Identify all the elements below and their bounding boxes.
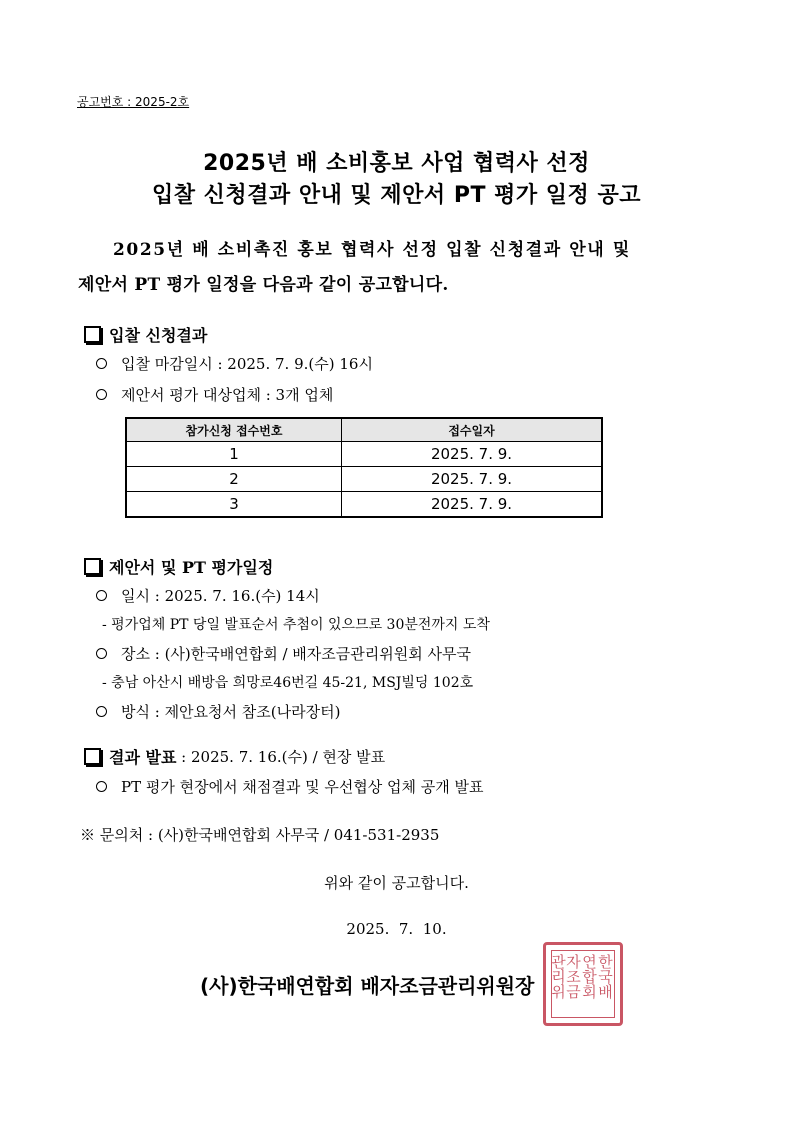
table-cell-no: 1 xyxy=(126,442,342,467)
table-row xyxy=(126,492,602,518)
notice-date: 2025. 7. 10. xyxy=(346,920,447,938)
list-item-text: 일시 : 2025. 7. 16.(수) 14시 xyxy=(121,587,320,605)
section-heading-label: 제안서 및 PT 평가일정 xyxy=(109,558,274,577)
list-item-method xyxy=(96,701,340,722)
checkbox-square-icon xyxy=(84,748,101,765)
section-heading-label: 입찰 신청결과 xyxy=(109,326,208,345)
list-item-text: 방식 : 제안요청서 참조(나라장터) xyxy=(121,703,341,721)
notice-number: 공고번호 : 2025-2호 xyxy=(77,95,190,109)
seal-text: 자조금 xyxy=(564,954,582,999)
circle-bullet-icon xyxy=(96,781,107,792)
table-cell-date: 2025. 7. 9. xyxy=(342,467,603,492)
intro-line-1: 2025년 배 소비촉진 홍보 협력사 선정 입찰 신청결과 안내 및 xyxy=(113,240,631,260)
table-row xyxy=(126,467,602,492)
seal-text: 연합회 xyxy=(580,954,598,999)
list-item-text: 입찰 마감일시 : 2025. 7. 9.(수) 16시 xyxy=(121,355,373,373)
receipt-table xyxy=(125,417,603,518)
table-header-row xyxy=(126,418,602,442)
circle-bullet-icon xyxy=(96,389,107,400)
list-item-datetime xyxy=(96,585,320,606)
contact-info: ※ 문의처 : (사)한국배연합회 사무국 / 041-531-2935 xyxy=(80,826,440,844)
list-note-arrival: - 평가업체 PT 당일 발표순서 추첨이 있으므로 30분전까지 도착 xyxy=(102,617,490,633)
title-line-1: 2025년 배 소비홍보 사업 협력사 선정 xyxy=(203,151,590,176)
signer-name: (사)한국배연합회 배자조금관리위원장 xyxy=(200,974,535,998)
checkbox-square-icon xyxy=(84,326,101,343)
table-header-receipt-no: 참가신청 접수번호 xyxy=(126,418,342,442)
seal-text: 한국배 xyxy=(596,954,614,999)
section-heading-bid-result xyxy=(82,323,207,346)
list-item-target-count xyxy=(96,384,333,405)
table-header-receipt-date: 접수일자 xyxy=(342,418,603,442)
intro-line-2: 제안서 PT 평가 일정을 다음과 같이 공고합니다. xyxy=(78,275,449,295)
list-item-text: 장소 : (사)한국배연합회 / 배자조금관리위원회 사무국 xyxy=(121,645,471,663)
checkbox-square-icon xyxy=(84,558,101,575)
circle-bullet-icon xyxy=(96,706,107,717)
list-note-address: - 충남 아산시 배방읍 희망로46번길 45-21, MSJ빌딩 102호 xyxy=(102,675,474,691)
circle-bullet-icon xyxy=(96,648,107,659)
circle-bullet-icon xyxy=(96,358,107,369)
title-line-2: 입찰 신청결과 안내 및 제안서 PT 평가 일정 공고 xyxy=(152,183,641,208)
section-heading-detail: : 2025. 7. 16.(수) / 현장 발표 xyxy=(176,748,386,766)
list-item-text: PT 평가 현장에서 채점결과 및 우선협상 업체 공개 발표 xyxy=(121,778,484,796)
table-cell-no: 2 xyxy=(126,467,342,492)
list-item-public-announcement xyxy=(96,776,484,797)
closing-statement: 위와 같이 공고합니다. xyxy=(324,874,469,892)
seal-text: 관리위 xyxy=(549,954,567,999)
table-cell-date: 2025. 7. 9. xyxy=(342,442,603,467)
official-seal xyxy=(543,942,623,1026)
list-item-text: 제안서 평가 대상업체 : 3개 업체 xyxy=(121,386,334,404)
section-heading-result-announcement xyxy=(82,745,385,768)
section-heading-label: 결과 발표 xyxy=(109,748,177,767)
table-row xyxy=(126,442,602,467)
list-item-place xyxy=(96,643,471,664)
table-cell-date: 2025. 7. 9. xyxy=(342,492,603,518)
table-cell-no: 3 xyxy=(126,492,342,518)
list-item-deadline xyxy=(96,353,373,374)
section-heading-pt-schedule xyxy=(82,555,273,578)
circle-bullet-icon xyxy=(96,590,107,601)
